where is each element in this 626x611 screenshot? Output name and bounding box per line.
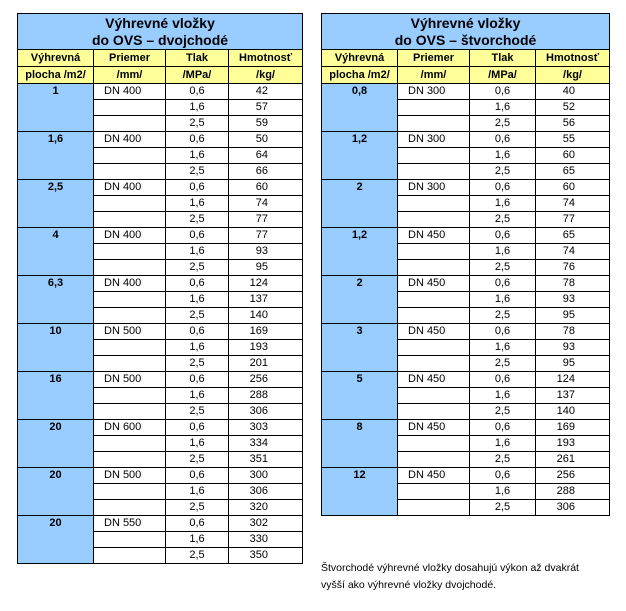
diameter-cell [398, 356, 470, 372]
weight-cell: 124 [536, 372, 610, 388]
weight-cell: 74 [536, 196, 610, 212]
diameter-cell: DN 450 [398, 228, 470, 244]
area-cell: 3 [322, 324, 398, 372]
diameter-cell [398, 308, 470, 324]
pressure-cell: 1,6 [470, 484, 536, 500]
pressure-cell: 0,6 [166, 180, 229, 196]
weight-cell: 320 [229, 500, 303, 516]
pressure-cell: 1,6 [166, 484, 229, 500]
diameter-cell [94, 196, 166, 212]
diameter-cell [94, 292, 166, 308]
area-cell: 2 [322, 276, 398, 324]
weight-cell: 137 [229, 292, 303, 308]
pressure-cell: 1,6 [166, 148, 229, 164]
area-cell: 1,2 [322, 132, 398, 180]
pressure-cell: 0,6 [470, 180, 536, 196]
header-pressure: Tlak [166, 50, 229, 67]
pressure-cell: 0,6 [166, 132, 229, 148]
weight-cell: 60 [536, 180, 610, 196]
pressure-cell: 2,5 [166, 212, 229, 228]
diameter-cell: DN 450 [398, 324, 470, 340]
diameter-cell: DN 450 [398, 468, 470, 484]
weight-cell: 306 [229, 484, 303, 500]
diameter-cell [398, 500, 470, 516]
weight-cell: 65 [536, 164, 610, 180]
weight-cell: 288 [229, 388, 303, 404]
table-row [18, 516, 303, 532]
weight-cell: 350 [229, 548, 303, 564]
header-weight: Hmotnosť [229, 50, 303, 67]
weight-cell: 95 [536, 356, 610, 372]
diameter-cell: DN 500 [94, 468, 166, 484]
table-row [322, 276, 610, 292]
pressure-cell: 2,5 [470, 452, 536, 468]
weight-cell: 193 [229, 340, 303, 356]
diameter-cell [94, 116, 166, 132]
pressure-cell: 2,5 [470, 212, 536, 228]
diameter-cell [398, 244, 470, 260]
weight-cell: 201 [229, 356, 303, 372]
table-row [18, 324, 303, 340]
area-cell: 2,5 [18, 180, 94, 228]
header-diameter: Priemer [398, 50, 470, 67]
diameter-cell: DN 400 [94, 180, 166, 196]
diameter-cell [94, 484, 166, 500]
weight-cell: 78 [536, 276, 610, 292]
pressure-cell: 2,5 [166, 356, 229, 372]
weight-cell: 74 [536, 244, 610, 260]
header-weight-unit: /kg/ [536, 67, 610, 84]
table-two-pass [17, 13, 303, 564]
diameter-cell [398, 452, 470, 468]
table-row [322, 468, 610, 484]
header-pressure: Tlak [470, 50, 536, 67]
area-cell: 10 [18, 324, 94, 372]
weight-cell: 66 [229, 164, 303, 180]
pressure-cell: 1,6 [166, 436, 229, 452]
pressure-cell: 1,6 [470, 292, 536, 308]
diameter-cell [398, 116, 470, 132]
pressure-cell: 0,6 [470, 276, 536, 292]
weight-cell: 124 [229, 276, 303, 292]
diameter-cell [94, 260, 166, 276]
area-cell: 1,6 [18, 132, 94, 180]
weight-cell: 57 [229, 100, 303, 116]
table-row [18, 420, 303, 436]
pressure-cell: 0,6 [166, 228, 229, 244]
diameter-cell: DN 500 [94, 324, 166, 340]
table-row [322, 420, 610, 436]
header-diameter: Priemer [94, 50, 166, 67]
weight-cell: 193 [536, 436, 610, 452]
weight-cell: 56 [536, 116, 610, 132]
table-body [322, 84, 610, 516]
weight-cell: 60 [229, 180, 303, 196]
weight-cell: 306 [229, 404, 303, 420]
weight-cell: 302 [229, 516, 303, 532]
header-area-unit: plocha /m2/ [18, 67, 94, 84]
pressure-cell: 2,5 [166, 308, 229, 324]
area-cell: 20 [18, 468, 94, 516]
diameter-cell [94, 532, 166, 548]
table-row [322, 180, 610, 196]
weight-cell: 140 [536, 404, 610, 420]
diameter-cell: DN 300 [398, 180, 470, 196]
weight-cell: 95 [229, 260, 303, 276]
area-cell: 20 [18, 420, 94, 468]
header-weight-unit: /kg/ [229, 67, 303, 84]
table-row [322, 324, 610, 340]
header-area: Výhrevná [322, 50, 398, 67]
area-cell: 1,2 [322, 228, 398, 276]
diameter-cell [398, 100, 470, 116]
area-cell: 6,3 [18, 276, 94, 324]
diameter-cell [94, 340, 166, 356]
pressure-cell: 0,6 [470, 420, 536, 436]
table-row [18, 228, 303, 244]
diameter-cell: DN 400 [94, 84, 166, 100]
header-pressure-unit: /MPa/ [166, 67, 229, 84]
pressure-cell: 1,6 [166, 100, 229, 116]
pressure-cell: 0,6 [166, 468, 229, 484]
area-cell: 2 [322, 180, 398, 228]
area-cell: 0,8 [322, 84, 398, 132]
diameter-cell: DN 400 [94, 132, 166, 148]
pressure-cell: 1,6 [166, 340, 229, 356]
diameter-cell: DN 450 [398, 372, 470, 388]
diameter-cell [398, 404, 470, 420]
pressure-cell: 2,5 [166, 452, 229, 468]
table-row [18, 276, 303, 292]
diameter-cell: DN 600 [94, 420, 166, 436]
table-body [18, 84, 303, 564]
pressure-cell: 1,6 [470, 244, 536, 260]
weight-cell: 351 [229, 452, 303, 468]
table-row [322, 132, 610, 148]
diameter-cell [94, 148, 166, 164]
pressure-cell: 2,5 [166, 164, 229, 180]
pressure-cell: 1,6 [470, 100, 536, 116]
weight-cell: 330 [229, 532, 303, 548]
pressure-cell: 0,6 [470, 372, 536, 388]
header-weight: Hmotnosť [536, 50, 610, 67]
area-cell: 1 [18, 84, 94, 132]
weight-cell: 93 [229, 244, 303, 260]
weight-cell: 77 [229, 228, 303, 244]
pressure-cell: 1,6 [166, 244, 229, 260]
weight-cell: 64 [229, 148, 303, 164]
weight-cell: 50 [229, 132, 303, 148]
diameter-cell: DN 400 [94, 228, 166, 244]
table-row [18, 468, 303, 484]
diameter-cell [398, 388, 470, 404]
pressure-cell: 1,6 [166, 292, 229, 308]
area-cell: 16 [18, 372, 94, 420]
weight-cell: 40 [536, 84, 610, 100]
pressure-cell: 0,6 [166, 372, 229, 388]
area-cell: 8 [322, 420, 398, 468]
weight-cell: 261 [536, 452, 610, 468]
weight-cell: 52 [536, 100, 610, 116]
diameter-cell [398, 196, 470, 212]
table-title: Výhrevné vložky do OVS – štvorchodé [322, 14, 610, 50]
table-four-pass [321, 13, 610, 516]
table-title: Výhrevné vložky do OVS – dvojchodé [18, 14, 303, 50]
area-cell: 12 [322, 468, 398, 516]
diameter-cell [94, 388, 166, 404]
diameter-cell: DN 550 [94, 516, 166, 532]
pressure-cell: 2,5 [166, 260, 229, 276]
pressure-cell: 2,5 [470, 164, 536, 180]
footnote: Štvorchodé výhrevné vložky dosahujú výkon až dvakrát vyšší ako výhrevné vložky dvojchodé. [321, 562, 579, 591]
diameter-cell: DN 450 [398, 420, 470, 436]
pressure-cell: 1,6 [166, 532, 229, 548]
weight-cell: 169 [536, 420, 610, 436]
diameter-cell: DN 450 [398, 276, 470, 292]
pressure-cell: 1,6 [166, 196, 229, 212]
diameter-cell [94, 404, 166, 420]
table-row [18, 132, 303, 148]
pressure-cell: 0,6 [166, 324, 229, 340]
pressure-cell: 0,6 [470, 324, 536, 340]
pressure-cell: 2,5 [470, 308, 536, 324]
weight-cell: 55 [536, 132, 610, 148]
pressure-cell: 1,6 [470, 388, 536, 404]
area-cell: 4 [18, 228, 94, 276]
pressure-cell: 1,6 [470, 340, 536, 356]
pressure-cell: 1,6 [470, 436, 536, 452]
weight-cell: 95 [536, 308, 610, 324]
diameter-cell: DN 500 [94, 372, 166, 388]
diameter-cell [398, 484, 470, 500]
weight-cell: 306 [536, 500, 610, 516]
weight-cell: 77 [536, 212, 610, 228]
diameter-cell [94, 308, 166, 324]
pressure-cell: 2,5 [166, 404, 229, 420]
pressure-cell: 2,5 [166, 116, 229, 132]
weight-cell: 300 [229, 468, 303, 484]
diameter-cell [94, 244, 166, 260]
pressure-cell: 2,5 [470, 260, 536, 276]
weight-cell: 256 [536, 468, 610, 484]
weight-cell: 65 [536, 228, 610, 244]
diameter-cell [398, 292, 470, 308]
header-pressure-unit: /MPa/ [470, 67, 536, 84]
weight-cell: 77 [229, 212, 303, 228]
header-area-unit: plocha /m2/ [322, 67, 398, 84]
diameter-cell [94, 100, 166, 116]
pressure-cell: 0,6 [470, 132, 536, 148]
table-row [18, 372, 303, 388]
area-cell: 5 [322, 372, 398, 420]
pressure-cell: 2,5 [470, 116, 536, 132]
table-row [322, 84, 610, 100]
pressure-cell: 0,6 [166, 276, 229, 292]
diameter-cell [94, 356, 166, 372]
pressure-cell: 1,6 [166, 388, 229, 404]
pressure-cell: 0,6 [470, 84, 536, 100]
weight-cell: 93 [536, 340, 610, 356]
header-diameter-unit: /mm/ [398, 67, 470, 84]
weight-cell: 137 [536, 388, 610, 404]
pressure-cell: 0,6 [166, 516, 229, 532]
diameter-cell [398, 340, 470, 356]
weight-cell: 140 [229, 308, 303, 324]
weight-cell: 288 [536, 484, 610, 500]
table-row [18, 180, 303, 196]
diameter-cell [94, 500, 166, 516]
pressure-cell: 1,6 [470, 148, 536, 164]
weight-cell: 74 [229, 196, 303, 212]
weight-cell: 60 [536, 148, 610, 164]
diameter-cell [94, 212, 166, 228]
diameter-cell [398, 212, 470, 228]
diameter-cell: DN 400 [94, 276, 166, 292]
header-diameter-unit: /mm/ [94, 67, 166, 84]
pressure-cell: 0,6 [166, 420, 229, 436]
weight-cell: 76 [536, 260, 610, 276]
weight-cell: 59 [229, 116, 303, 132]
weight-cell: 42 [229, 84, 303, 100]
pressure-cell: 0,6 [470, 468, 536, 484]
diameter-cell [94, 436, 166, 452]
diameter-cell: DN 300 [398, 84, 470, 100]
diameter-cell [398, 436, 470, 452]
diameter-cell [94, 452, 166, 468]
diameter-cell: DN 300 [398, 132, 470, 148]
table-row [322, 228, 610, 244]
diameter-cell [398, 148, 470, 164]
pressure-cell: 0,6 [166, 84, 229, 100]
area-cell: 20 [18, 516, 94, 564]
pressure-cell: 2,5 [470, 500, 536, 516]
pressure-cell: 2,5 [470, 404, 536, 420]
weight-cell: 169 [229, 324, 303, 340]
weight-cell: 334 [229, 436, 303, 452]
header-area: Výhrevná [18, 50, 94, 67]
weight-cell: 303 [229, 420, 303, 436]
pressure-cell: 2,5 [166, 548, 229, 564]
pressure-cell: 2,5 [470, 356, 536, 372]
table-row [18, 84, 303, 100]
pressure-cell: 2,5 [166, 500, 229, 516]
weight-cell: 256 [229, 372, 303, 388]
pressure-cell: 1,6 [470, 196, 536, 212]
diameter-cell [398, 260, 470, 276]
diameter-cell [94, 548, 166, 564]
diameter-cell [398, 164, 470, 180]
pressure-cell: 0,6 [470, 228, 536, 244]
weight-cell: 78 [536, 324, 610, 340]
diameter-cell [94, 164, 166, 180]
weight-cell: 93 [536, 292, 610, 308]
table-row [322, 372, 610, 388]
